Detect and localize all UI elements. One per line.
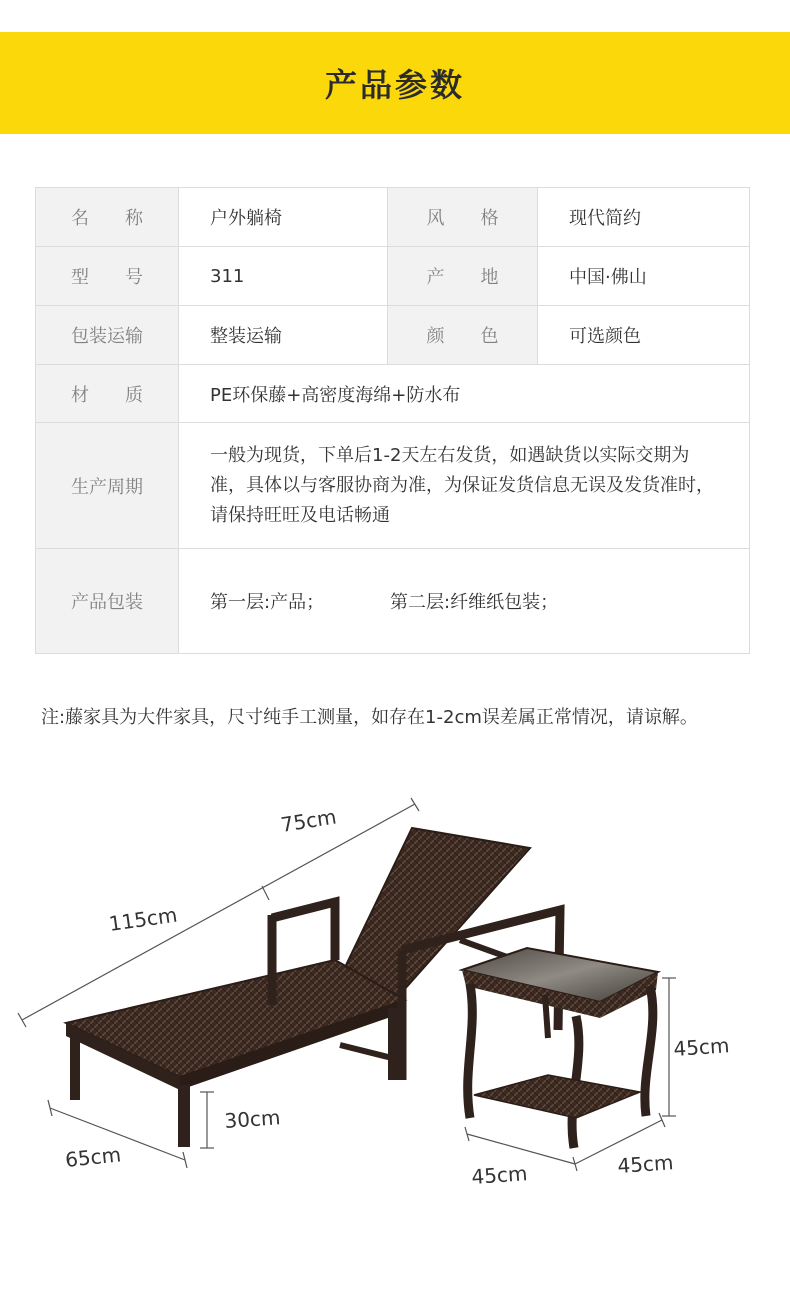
value-style: 现代简约 <box>538 188 750 247</box>
spec-row-model <box>36 247 750 306</box>
dim-table-depth: 45cm <box>616 1150 675 1178</box>
value-origin: 中国·佛山 <box>538 247 750 306</box>
title-banner <box>0 32 790 134</box>
spec-row-material <box>36 365 750 423</box>
label-packaging: 产品包装 <box>36 549 179 654</box>
label-material: 材 质 <box>36 365 179 423</box>
spec-row-name <box>36 188 750 247</box>
value-lead-time: 一般为现货，下单后1-2天左右发货，如遇缺货以实际交期为准，具体以与客服协商为准，为保证发货信息无误及发货准时，请保持旺旺及电话畅通 <box>179 423 750 549</box>
value-color: 可选颜色 <box>538 306 750 365</box>
label-lead-time: 生产周期 <box>36 423 179 549</box>
dim-table-width: 45cm <box>470 1161 529 1189</box>
value-material: PE环保藤+高密度海绵+防水布 <box>179 365 750 423</box>
value-shipping: 整装运输 <box>179 306 388 365</box>
label-name: 名 称 <box>36 188 179 247</box>
dim-seat-height: 30cm <box>223 1105 282 1133</box>
product-photo <box>0 790 790 1298</box>
label-shipping: 包装运输 <box>36 306 179 365</box>
spec-row-shipping <box>36 306 750 365</box>
label-color: 颜 色 <box>388 306 538 365</box>
label-origin: 产 地 <box>388 247 538 306</box>
value-model: 311 <box>179 247 388 306</box>
dim-backrest: 75cm <box>279 804 339 837</box>
measurement-note: 注:藤家具为大件家具，尺寸纯手工测量，如存在1-2cm误差属正常情况，请谅解。 <box>41 707 698 728</box>
value-packaging <box>179 549 750 654</box>
label-style: 风 格 <box>388 188 538 247</box>
spec-row-lead-time <box>36 423 750 549</box>
spec-row-packaging <box>36 549 750 654</box>
dim-length: 115cm <box>107 902 179 936</box>
page-title: 产品参数 <box>324 66 465 104</box>
spec-table <box>35 187 750 654</box>
packaging-layer-1: 第一层:产品； <box>210 592 325 613</box>
dim-table-height: 45cm <box>672 1033 731 1061</box>
label-model: 型 号 <box>36 247 179 306</box>
packaging-layer-2: 第二层:纤维纸包装； <box>390 592 559 613</box>
value-name: 户外躺椅 <box>179 188 388 247</box>
dim-width: 65cm <box>64 1142 123 1172</box>
side-table <box>462 948 658 1148</box>
